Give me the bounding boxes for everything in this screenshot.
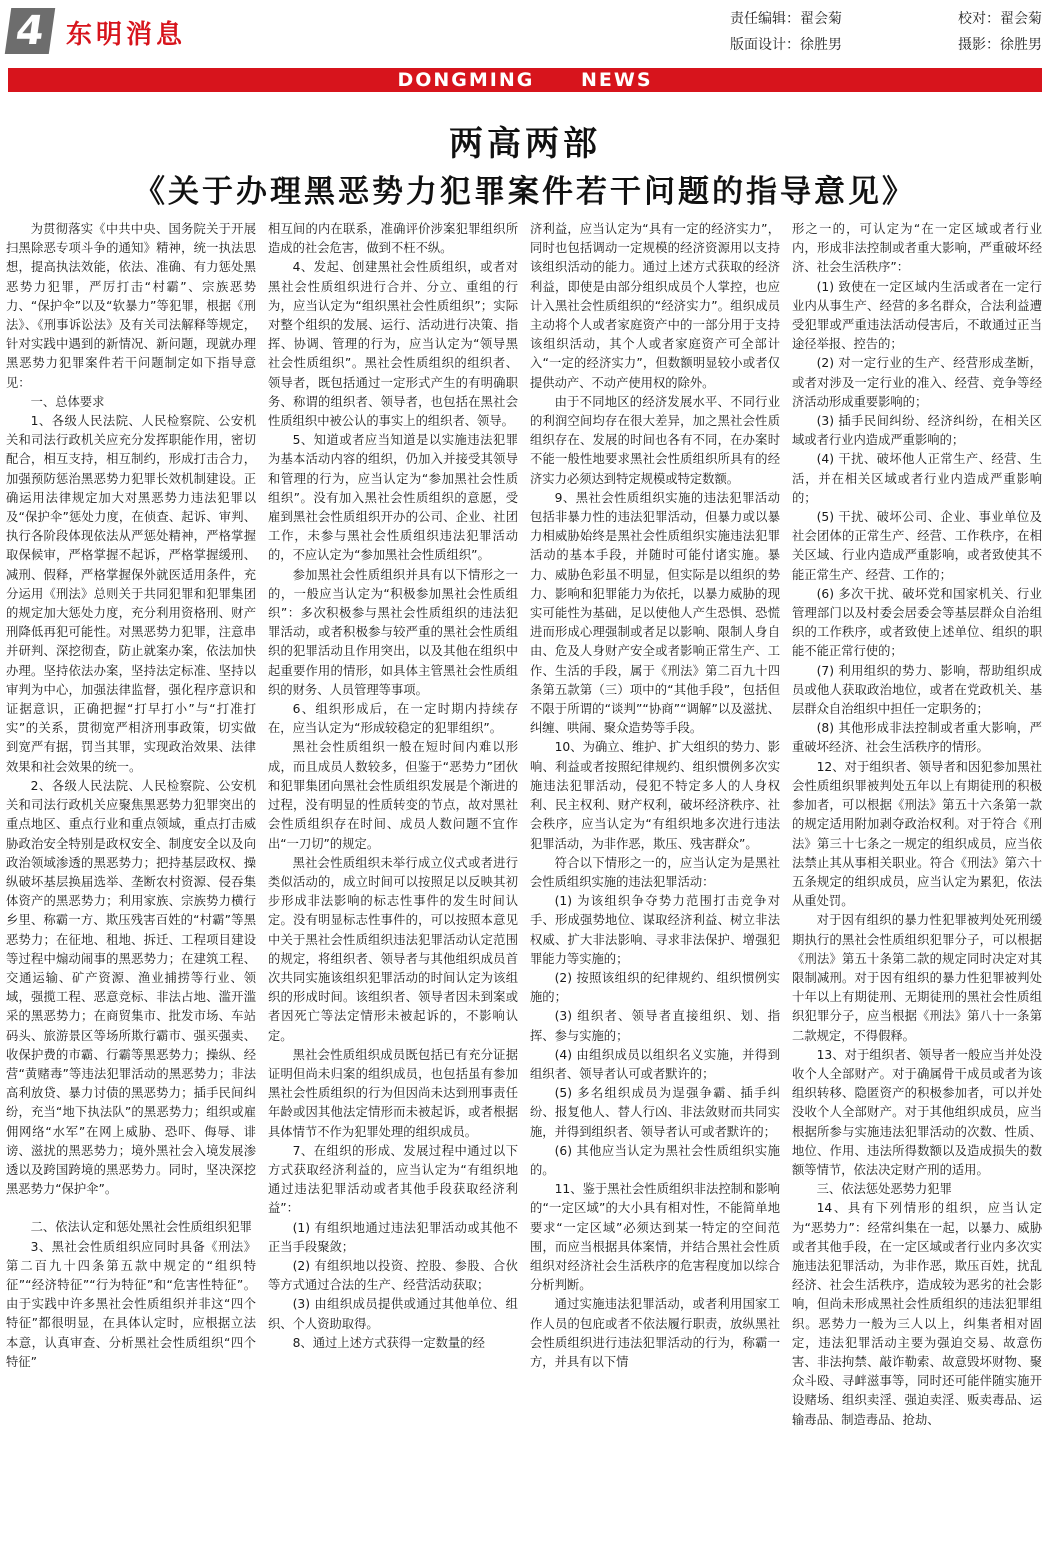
article-paragraph: 8、通过上述方式获得一定数量的经 bbox=[292, 1335, 485, 1350]
article-paragraph: 黑社会性质组织未举行成立仪式或者进行类似活动的，成立时间可以按照足以反映其初步形成非法影响的标志性事件的发生时间认定。没有明显标志性事件的，可以按照本意见中关于黑社会性质组织违法犯罪活动认定范围的规定，将组织者、领导者与其他组织成员首次共同实施该组织犯罪活动的时间认定为该组织的形成时间。该组织者、领导者因未到案或者因死亡等法定情形未被起诉的，不影响认定。 bbox=[268, 855, 518, 1043]
article-paragraph: (1) 有组织地通过违法犯罪活动或其他不正当手段聚敛； bbox=[268, 1220, 518, 1254]
article-paragraph: 13、对于组织者、领导者一般应当并处没收个人全部财产。对于确属骨干成员或者为该组织转移、隐匿资产的积极参加者，可以并处没收个人全部财产。对于其他组织成员，应当根据所参与实施违法犯罪活动的次数、性质、地位、作用、违法所得数额以及造成损失的数额等情节，依法决定财产刑的适用。 bbox=[792, 1047, 1042, 1177]
credit-photographer: 摄影：徐胜男 bbox=[958, 37, 1042, 53]
article-paragraph: 三、依法惩处恶势力犯罪 bbox=[816, 1182, 952, 1197]
editorial-credits bbox=[730, 6, 1042, 58]
section-ribbon: DONGMING NEWS bbox=[8, 68, 1042, 92]
article-paragraph: (5) 干扰、破坏公司、企业、事业单位及社会团体的正常生产、经营、工作秩序，在相关区域、行业内造成严重影响，或者致使其不能正常生产、经营、工作的； bbox=[792, 510, 1042, 582]
article-paragraph: 黑社会性质组织成员既包括已有充分证据证明但尚未归案的组织成员，也包括虽有参加黑社会性质组织的行为但因尚未达到刑事责任年龄或因其他法定情形而未被起诉，或者根据具体情节不作为犯罪处理的组织成员。 bbox=[268, 1047, 518, 1139]
text-column-2 bbox=[268, 220, 518, 1536]
article-paragraph: (6) 其他应当认定为黑社会性质组织实施的。 bbox=[530, 1143, 780, 1177]
masthead bbox=[0, 0, 1050, 68]
article-paragraph: 黑社会性质组织一般在短时间内难以形成，而且成员人数较多，但鉴于“恶势力”团伙和犯罪集团向黑社会性质组织发展是个渐进的过程，没有明显的性质转变的节点，故对黑社会性质组织存在时间、成员人数问题不宜作出“一刀切”的规定。 bbox=[268, 740, 518, 851]
article-title: 《关于办理黑恶势力犯罪案件若干问题的指导意见》 bbox=[134, 174, 916, 210]
article-headline bbox=[0, 120, 1050, 216]
article-paragraph: 通过实施违法犯罪活动，或者利用国家工作人员的包庇或者不依法履行职责，放纵黑社会性质组织进行违法犯罪活动的行为，称霸一方，并具有以下情 bbox=[530, 1297, 780, 1369]
article-paragraph: (3) 由组织成员提供或通过其他单位、组织、个人资助取得。 bbox=[268, 1297, 518, 1331]
article-paragraph: (4) 干扰、破坏他人正常生产、经营、生活，并在相关区域或者行业内造成严重影响的； bbox=[792, 452, 1042, 505]
article-paragraph: 济利益，应当认定为“具有一定的经济实力”，同时也包括调动一定规模的经济资源用以支持该组织活动的能力。通过上述方式获取的经济利益，即使是由部分组织成员个人掌控，也应计入黑社会性质组织的“经济实力”。组织成员主动将个人或者家庭资产中的一部分用于支持该组织活动，其个人或者家庭资产可全部计入“一定的经济实力”，但数额明显较小或者仅提供动产、不动产使用权的除外。 bbox=[530, 222, 780, 390]
article-paragraph: 3、黑社会性质组织应同时具备《刑法》第二百九十四条第五款中规定的“组织特征”“经济特征”“行为特征”和“危害性特征”。由于实践中许多黑社会性质组织并非这“四个特征”都很明显，在具体认定时，应根据立法本意，认真审查、分析黑社会性质组织“四个特征” bbox=[6, 1239, 256, 1369]
article-paragraph: 11、鉴于黑社会性质组织非法控制和影响的“一定区域”的大小具有相对性，不能简单地要求“一定区域”必须达到某一特定的空间范围，而应当根据具体案情，并结合黑社会性质组织对经济社会生活秩序的危害程度加以综合分析判断。 bbox=[530, 1182, 780, 1293]
section-name: 东明消息 bbox=[66, 20, 187, 50]
article-paragraph: (5) 多名组织成员为逞强争霸、插手纠纷、报复他人、替人行凶、非法敛财而共同实施，并得到组织者、领导者认可或者默许的； bbox=[530, 1086, 780, 1139]
article-paragraph: (7) 利用组织的势力、影响，帮助组织成员或他人获取政治地位，或者在党政机关、基层群众自治组织中担任一定职务的； bbox=[792, 663, 1042, 717]
credit-designer: 版面设计：徐胜男 bbox=[730, 37, 842, 53]
article-paragraph: 6、组织形成后，在一定时期内持续存在，应当认定为“形成较稳定的犯罪组织”。 bbox=[268, 702, 518, 736]
article-paragraph: 9、黑社会性质组织实施的违法犯罪活动包括非暴力性的违法犯罪活动，但暴力或以暴力相威胁始终是黑社会性质组织实施违法犯罪活动的基本手段，并随时可能付诸实施。暴力、威胁色彩虽不明显，但实际是以组织的势力、影响和犯罪能力为依托，以暴力威胁的现实可能性为基础，足以使他人产生恐惧、恐慌进而形成心理强制或者足以影响、限制人身自由、危及人身财产安全或者影响正常生产、工作、生活的手段，属于《刑法》第二百九十四条第五款第（三）项中的“其他手段”，包括但不限于所谓的“谈判”“协商”“调解”以及滋扰、纠缠、哄闹、聚众造势等手段。 bbox=[530, 490, 780, 736]
article-paragraph: (3) 组织者、领导者直接组织、划、指挥、参与实施的； bbox=[530, 1009, 780, 1043]
article-paragraph: (8) 其他形成非法控制或者重大影响，严重破坏经济、社会生活秩序的情形。 bbox=[792, 721, 1042, 755]
article-paragraph: (2) 有组织地以投资、控股、参股、合伙等方式通过合法的生产、经营活动获取； bbox=[268, 1258, 518, 1293]
article-paragraph: 相互间的内在联系，准确评价涉案犯罪组织所造成的社会危害，做到不枉不纵。 bbox=[268, 222, 518, 256]
article-paragraph: 参加黑社会性质组织并具有以下情形之一的，一般应当认定为“积极参加黑社会性质组织”：多次积极参与黑社会性质组织的违法犯罪活动，或者积极参与较严重的黑社会性质组织的犯罪活动且作用突出，以及其他在组织中起重要作用的情形，如具体主管黑社会性质组织的财务、人员管理等事项。 bbox=[268, 567, 518, 697]
article-paragraph: 4、发起、创建黑社会性质组织，或者对黑社会性质组织进行合并、分立、重组的行为，应当认定为“组织黑社会性质组织”；实际对整个组织的发展、运行、活动进行决策、指挥、协调、管理的行为，应当认定为“领导黑社会性质组织”。黑社会性质组织的组织者、领导者，既包括通过一定形式产生的有明确职务、称谓的组织者、领导者，也包括在黑社会性质组织中被公认的事实上的组织者、领导。 bbox=[268, 260, 518, 429]
credit-editor: 责任编辑：翟会菊 bbox=[730, 11, 842, 27]
article-paragraph: (2) 按照该组织的纪律规约、组织惯例实施的； bbox=[530, 970, 780, 1005]
article-paragraph: 5、知道或者应当知道是以实施违法犯罪为基本活动内容的组织，仍加入并接受其领导和管理的行为，应当认定为“参加黑社会性质组织”。没有加入黑社会性质组织的意愿，受雇到黑社会性质组织开办的公司、企业、社团工作，未参与黑社会性质组织违法犯罪活动的，不应认定为“参加黑社会性质组织”。 bbox=[268, 433, 518, 563]
text-column-1 bbox=[6, 220, 256, 1536]
article-paragraph: (2) 对一定行业的生产、经营形成垄断，或者对涉及一定行业的准入、经营、竞争等经济活动形成重要影响的； bbox=[792, 356, 1042, 409]
article-paragraph: 形之一的，可认定为“在一定区域或者行业内，形成非法控制或者重大影响，严重破坏经济、社会生活秩序”： bbox=[792, 222, 1042, 275]
article-paragraph: (1) 为该组织争夺势力范围打击竞争对手、形成强势地位、谋取经济利益、树立非法权威、扩大非法影响、寻求非法保护、增强犯罪能力等实施的； bbox=[530, 894, 780, 966]
text-column-4 bbox=[792, 220, 1042, 1536]
article-paragraph: (6) 多次干扰、破坏党和国家机关、行业管理部门以及村委会居委会等基层群众自治组织的工作秩序，或者致使上述单位、组织的职能不能正常行使的； bbox=[792, 586, 1042, 659]
article-paragraph: 12、对于组织者、领导者和因犯参加黑社会性质组织罪被判处五年以上有期徒刑的积极参加者，可以根据《刑法》第五十六条第一款的规定适用附加剥夺政治权利。对于符合《刑法》第三十七条之一规定的组织成员，应当依法禁止其从事相关职业。符合《刑法》第六十五条规定的组织成员，应当认定为累犯，依法从重处罚。 bbox=[792, 759, 1042, 909]
article-paragraph: 一、总体要求 bbox=[30, 394, 105, 409]
article-paragraph: 14、具有下列情形的组织，应当认定为“恶势力”：经常纠集在一起，以暴力、威胁或者其他手段，在一定区域或者行业内多次实施违法犯罪活动，为非作恶，欺压百姓，扰乱经济、社会生活秩序，造成较为恶劣的社会影响，但尚未形成黑社会性质组织的违法犯罪组织。恶势力一般为三人以上，纠集者相对固定，违法犯罪活动主要为强迫交易、故意伤害、非法拘禁、敲诈勒索、故意毁坏财物、聚众斗殴、寻衅滋事等，同时还可能伴随实施开设赌场、组织卖淫、强迫卖淫、贩卖毒品、运输毒品、制造毒品、抢劫、 bbox=[792, 1201, 1042, 1427]
article-paragraph: (3) 插手民间纠纷、经济纠纷，在相关区域或者行业内造成严重影响的； bbox=[792, 414, 1042, 448]
article-paragraph: (1) 致使在一定区域内生活或者在一定行业内从事生产、经营的多名群众，合法利益遭受犯罪或严重违法活动侵害后，不敢通过正当途径举报、控告的； bbox=[792, 279, 1042, 352]
article-paragraph: 2、各级人民法院、人民检察院、公安机关和司法行政机关应聚焦黑恶势力犯罪突出的重点地区、重点行业和重点领域，重点打击威胁政治安全特别是政权安全、制度安全以及向政治领域渗透的黑恶势力；把持基层政权、操纵破坏基层换届选举、垄断农村资源、侵吞集体资产的黑恶势力；利用家族、宗族势力横行乡里、称霸一方、欺压残害百姓的“村霸”等黑恶势力；在征地、租地、拆迁、工程项目建设等过程中煽动闹事的黑恶势力；在建筑工程、交通运输、矿产资源、渔业捕捞等行业、领域，强揽工程、恶意竞标、非法占地、滥开滥采的黑恶势力；在商贸集市、批发市场、车站码头、旅游景区等场所欺行霸市、强买强卖、收保护费的市霸、行霸等黑恶势力；操纵、经营“黄赌毒”等违法犯罪活动的黑恶势力；非法高利放贷、暴力讨债的黑恶势力；插手民间纠纷，充当“地下执法队”的黑恶势力；组织或雇佣网络“水军”在网上威胁、恐吓、侮辱、诽谤、滋扰的黑恶势力；境外黑社会入境发展渗透以及跨国跨境的黑恶势力。同时，坚决深挖黑恶势力“保护伞”。 bbox=[6, 778, 256, 1197]
text-column-3 bbox=[530, 220, 780, 1536]
article-paragraph: 对于因有组织的暴力性犯罪被判处死刑缓期执行的黑社会性质组织犯罪分子，可以根据《刑法》第五十条第二款的规定同时决定对其限制减刑。对于因有组织的暴力性犯罪被判处十年以上有期徒刑、无期徒刑的黑社会性质组织犯罪分子，应当根据《刑法》第八十一条第二款规定，不得假释。 bbox=[792, 913, 1042, 1043]
article-body bbox=[6, 220, 1042, 1536]
article-paragraph: (4) 由组织成员以组织名义实施，并得到组织者、领导者认可或者默许的； bbox=[530, 1047, 780, 1081]
article-paragraph: 7、在组织的形成、发展过程中通过以下方式获取经济利益的，应当认定为“有组织地通过违法犯罪活动或者其他手段获取经济利益”： bbox=[268, 1143, 518, 1216]
article-paragraph: 二、依法认定和惩处黑社会性质组织犯罪 bbox=[30, 1220, 252, 1235]
credits-row bbox=[730, 32, 1042, 58]
credit-proofreader: 校对：翟会菊 bbox=[958, 11, 1042, 27]
page-number-badge: 4 bbox=[5, 8, 55, 54]
article-paragraph: 10、为确立、维护、扩大组织的势力、影响、利益或者按照纪律规约、组织惯例多次实施违法犯罪活动，侵犯不特定多人的人身权利、民主权利、财产权利，破坏经济秩序、社会秩序，应当认定为“有组织地多次进行违法犯罪活动，为非作恶，欺压、残害群众”。 bbox=[530, 740, 780, 851]
article-paragraph: 由于不同地区的经济发展水平、不同行业的利润空间均存在很大差异，加之黑社会性质组织存在、发展的时间也各有不同，在办案时不能一般性地要求黑社会性质组织所具有的经济实力必须达到特定规模或特定数额。 bbox=[530, 394, 780, 486]
article-paragraph: 为贯彻落实《中共中央、国务院关于开展扫黑除恶专项斗争的通知》精神，统一执法思想，提高执法效能，依法、准确、有力惩处黑恶势力犯罪，严厉打击“村霸”、宗族恶势力、“保护伞”以及“软暴力”等犯罪，根据《刑法》、《刑事诉讼法》及有关司法解释等规定，针对实践中遇到的新情况、新问题，现就办理黑恶势力犯罪案件若干问题制定如下指导意见： bbox=[6, 222, 256, 390]
article-kicker: 两高两部 bbox=[449, 124, 601, 164]
article-paragraph: 1、各级人民法院、人民检察院、公安机关和司法行政机关应充分发挥职能作用，密切配合，相互支持，相互制约，形成打击合力，加强预防惩治黑恶势力犯罪长效机制建设。正确运用法律规定加大对黑恶势力违法犯罪以及“保护伞”惩处力度，在侦查、起诉、审判、执行各阶段体现依法从严惩处精神，严格掌握取保候审，严格掌握不起诉，严格掌握缓刑、减刑、假释，严格掌握保外就医适用条件，充分运用《刑法》总则关于共同犯罪和犯罪集团的规定加大惩处力度，充分利用资格刑、财产刑降低再犯可能性。对黑恶势力犯罪，注意串并研判、深挖彻查，防止就案办案，依法加快办理。坚持依法办案，坚持法定标准、坚持以审判为中心，加强法律监督，强化程序意识和证据意识，正确把握“打早打小”与“打准打实”的关系，贯彻宽严相济刑事政策，切实做到宽严有据，罚当其罪，实现政治效果、法律效果和社会效果的统一。 bbox=[6, 414, 256, 774]
article-paragraph: 符合以下情形之一的，应当认定为是黑社会性质组织实施的违法犯罪活动： bbox=[530, 855, 780, 889]
credits-row bbox=[730, 6, 1042, 32]
